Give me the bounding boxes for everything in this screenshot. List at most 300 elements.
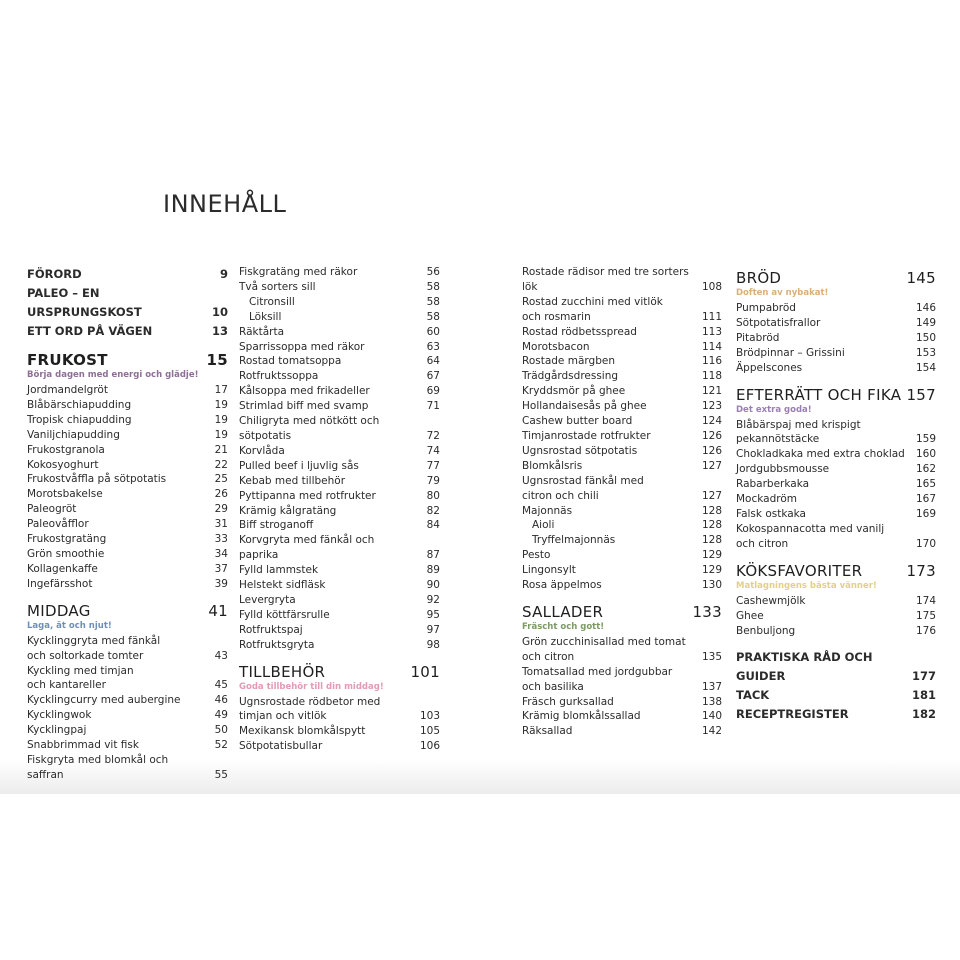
entry-title: Mexikansk blomkålspytt (239, 725, 366, 738)
entry-page: 39 (214, 577, 228, 590)
section-heading[interactable] (27, 602, 228, 620)
section-title: KÖKSFAVORITER (736, 561, 863, 580)
entry-page: 135 (701, 650, 722, 663)
entry-page: 67 (426, 370, 440, 383)
toc-entry[interactable] (736, 594, 936, 609)
entry-page: 19 (214, 413, 228, 426)
entry-page: 19 (214, 398, 228, 411)
section-page: 15 (206, 351, 228, 369)
toc-entry[interactable] (239, 310, 440, 325)
toc-entry[interactable] (27, 413, 228, 428)
entry-page: 142 (701, 725, 722, 738)
toc-entry[interactable] (239, 354, 440, 369)
toc-entry[interactable] (736, 301, 936, 316)
entry-page: 46 (214, 694, 228, 707)
entry-page: 22 (214, 458, 228, 471)
entry-page: 71 (426, 400, 440, 413)
entry-title: Helstekt sidfläsk (239, 579, 326, 592)
toc-entry[interactable] (736, 331, 936, 346)
entry-page: 37 (214, 562, 228, 575)
entry-page: 108 (701, 280, 722, 293)
toc-entry[interactable] (522, 504, 722, 519)
toc-entry[interactable] (522, 265, 722, 295)
toc-entry[interactable] (736, 492, 936, 507)
entry-page: 159 (915, 433, 936, 446)
toc-major-entry[interactable] (27, 265, 228, 284)
toc-entry[interactable] (522, 444, 722, 459)
toc-column-2 (239, 265, 440, 754)
entry-page: 169 (915, 507, 936, 520)
toc-entry[interactable] (239, 295, 440, 310)
toc-column-4 (736, 265, 936, 724)
toc-entry[interactable] (27, 532, 228, 547)
entry-page: 17 (214, 384, 228, 396)
entry-title: Krämig blomkålssallad (522, 710, 641, 723)
entry-page: 58 (426, 280, 440, 293)
entry-title: PRAKTISKA RÅD OCH GUIDER (736, 650, 873, 684)
entry-title: Grön smoothie (27, 547, 105, 560)
entry-page: 103 (419, 710, 440, 723)
toc-entry[interactable] (27, 428, 228, 443)
entry-title: Trädgårdsdressing (522, 370, 619, 383)
entry-title: Sötpotatisbullar (239, 740, 323, 753)
entry-title: Benbuljong (736, 624, 796, 637)
entry-title: Biff stroganoff (239, 519, 314, 532)
section-subtitle: Goda tillbehör till din middag! (239, 681, 384, 692)
toc-entry[interactable] (736, 316, 936, 331)
entry-title: Citronsill (249, 295, 295, 308)
entry-page: 126 (701, 444, 722, 457)
section-page: 173 (906, 561, 936, 580)
entry-page: 123 (701, 400, 722, 413)
entry-title: Räktårta (239, 325, 284, 338)
entry-page: 105 (419, 725, 440, 738)
entry-title: Paleogröt (27, 503, 77, 516)
entry-page: 160 (915, 448, 936, 461)
entry-page: 49 (214, 709, 228, 722)
entry-page: 116 (701, 355, 722, 368)
entry-page: 130 (701, 579, 722, 592)
entry-title: Rotfruktsgryta (239, 638, 315, 651)
toc-section (736, 269, 936, 376)
entry-page: 165 (915, 478, 936, 491)
entry-title: Grön zucchinisallad med tomat och citron (522, 635, 686, 663)
entry-page: 111 (701, 310, 722, 323)
entry-title: Fiskgratäng med räkor (239, 266, 358, 278)
entry-title: TACK (736, 688, 770, 703)
toc-entry[interactable] (239, 325, 440, 340)
toc-entry[interactable] (239, 623, 440, 638)
toc-entry[interactable] (27, 502, 228, 517)
entry-page: 63 (426, 340, 440, 353)
toc-entry[interactable] (239, 414, 440, 444)
toc-entry[interactable] (522, 295, 722, 325)
entry-title: Fylld lammstek (239, 564, 319, 577)
entry-page: 177 (912, 669, 937, 684)
entry-title: Pumpabröd (736, 302, 796, 314)
entry-title: Fräsch gurksallad (522, 695, 614, 708)
entry-page: 146 (915, 302, 936, 314)
entry-page: 26 (214, 488, 228, 501)
entry-page: 106 (419, 740, 440, 753)
toc-entry[interactable] (27, 383, 228, 398)
entry-title: Fylld köttfärsrulle (239, 608, 330, 621)
entry-title: Cashew butter board (522, 415, 633, 428)
toc-entry[interactable] (522, 665, 722, 695)
entry-title: Majonnäs (522, 504, 573, 517)
toc-entry[interactable] (522, 399, 722, 414)
toc-major-entry[interactable] (736, 686, 936, 705)
entry-title: Krämig kålgratäng (239, 504, 337, 517)
section-subtitle: Matlagningens bästa vänner! (736, 580, 877, 591)
section-title: FRUKOST (27, 351, 108, 369)
toc-entry[interactable] (27, 562, 228, 577)
entry-title: FÖRORD (27, 267, 82, 281)
section-heading[interactable] (736, 269, 936, 287)
toc-entry[interactable] (239, 563, 440, 578)
toc-entry[interactable] (239, 578, 440, 593)
toc-entry[interactable] (239, 504, 440, 519)
entry-page: 10 (211, 305, 228, 319)
toc-entry[interactable] (239, 593, 440, 608)
entry-page: 181 (911, 688, 936, 703)
entry-title: Vaniljchiapudding (27, 428, 120, 441)
toc-entry[interactable] (736, 346, 936, 361)
entry-page: 114 (701, 340, 722, 353)
toc-entry[interactable] (522, 429, 722, 444)
toc-entry[interactable] (522, 354, 722, 369)
entry-title: Löksill (249, 310, 282, 323)
entry-title: Rotfruktspaj (239, 623, 303, 636)
entry-page: 126 (701, 429, 722, 442)
entry-page: 13 (211, 324, 228, 338)
toc-entry[interactable] (239, 695, 440, 725)
entry-page: 98 (426, 638, 440, 651)
toc-entry[interactable] (522, 578, 722, 593)
toc-section (239, 663, 440, 755)
entry-page: 97 (426, 623, 440, 636)
entry-title: Strimlad biff med svamp (239, 400, 369, 413)
entry-page: 50 (214, 724, 228, 737)
entry-page: 128 (701, 504, 722, 517)
entry-page: 113 (701, 325, 722, 338)
entry-page: 138 (701, 695, 722, 708)
entry-title: Chiligryta med nötkött och sötpotatis (239, 415, 380, 442)
section-title: BRÖD (736, 269, 782, 287)
entry-page: 170 (915, 537, 936, 550)
entry-title: Ugnsrostad sötpotatis (522, 444, 638, 457)
entry-title: Kycklingpaj (27, 724, 87, 737)
entry-page: 55 (214, 768, 228, 781)
entry-title: Lingonsylt (522, 564, 576, 577)
toc-column-3 (522, 265, 722, 739)
section-title: EFTERRÄTT OCH FIKA (736, 385, 902, 404)
entry-title: Korvlåda (239, 444, 285, 457)
entry-title: Tropisk chiapudding (27, 413, 132, 426)
entry-title: Korvgryta med fänkål och paprika (239, 534, 375, 562)
toc-entry[interactable] (522, 459, 722, 474)
section-title: TILLBEHÖR (239, 662, 326, 681)
section-subtitle: Doften av nybakat! (736, 288, 829, 298)
entry-title: Äppelscones (736, 361, 803, 374)
toc-entry[interactable] (736, 609, 936, 624)
entry-title: Rostade rädisor med tre sorters lök (522, 266, 689, 293)
entry-page: 127 (701, 489, 722, 502)
toc-entry[interactable] (239, 533, 440, 563)
toc-entry[interactable] (522, 369, 722, 384)
entry-title: Sparrissoppa med räkor (239, 340, 365, 353)
section-heading[interactable] (27, 351, 228, 369)
entry-title: Chokladkaka med extra choklad (736, 448, 905, 461)
entry-page: 121 (701, 385, 722, 398)
section-heading[interactable] (239, 663, 440, 681)
toc-section (522, 603, 722, 739)
toc-entry[interactable] (522, 724, 722, 739)
entry-page: 90 (426, 579, 440, 592)
toc-entry[interactable] (27, 458, 228, 473)
entry-title: Pyttipanna med rotfrukter (239, 489, 376, 502)
toc-entry[interactable] (522, 414, 722, 429)
toc-entry[interactable] (736, 418, 936, 448)
toc-major-entry[interactable] (736, 648, 936, 686)
entry-title: Kycklingwok (27, 709, 92, 722)
toc-column-1 (27, 265, 228, 783)
entry-title: Morotsbakelse (27, 488, 103, 501)
entry-title: Rostade märgben (522, 355, 615, 368)
entry-title: Kycklingcurry med aubergine (27, 694, 181, 707)
entry-page: 129 (701, 564, 722, 577)
entry-page: 92 (426, 593, 440, 606)
toc-entry[interactable] (239, 369, 440, 384)
entry-page: 79 (426, 474, 440, 487)
entry-page: 154 (915, 361, 936, 374)
entry-page: 167 (915, 493, 936, 506)
entry-page: 64 (426, 355, 440, 368)
entry-page: 33 (214, 533, 228, 546)
entry-page: 129 (701, 549, 722, 562)
toc-entry[interactable] (239, 265, 440, 280)
toc-entry[interactable] (239, 399, 440, 414)
entry-title: Sötpotatisfrallor (736, 316, 821, 329)
toc-entry[interactable] (239, 459, 440, 474)
toc-entry[interactable] (239, 739, 440, 754)
entry-title: Hollandaisesås på ghee (522, 400, 647, 413)
section-page: 133 (692, 602, 722, 621)
toc-entry[interactable] (27, 738, 228, 753)
toc-entry[interactable] (522, 563, 722, 578)
entry-page: 21 (214, 443, 228, 456)
entry-title: Pulled beef i ljuvlig sås (239, 459, 359, 472)
entry-page: 19 (214, 428, 228, 441)
toc-entry[interactable] (239, 280, 440, 295)
toc-entry[interactable] (239, 474, 440, 489)
toc-entry[interactable] (736, 361, 936, 376)
entry-page: 127 (701, 459, 722, 472)
entry-page: 25 (214, 473, 228, 486)
toc-entry[interactable] (27, 517, 228, 532)
entry-title: Rosa äppelmos (522, 579, 602, 592)
entry-title: Levergryta (239, 593, 296, 606)
page-title: INNEHÅLL (163, 190, 287, 218)
entry-title: ETT ORD PÅ VÄGEN (27, 324, 153, 338)
entry-title: Kollagenkaffe (27, 562, 98, 575)
entry-page: 34 (214, 547, 228, 560)
entry-page: 153 (915, 346, 936, 359)
entry-title: Frukostgratäng (27, 533, 107, 546)
toc-entry[interactable] (522, 518, 722, 533)
section-page: 41 (208, 601, 228, 620)
entry-title: Kebab med tillbehör (239, 474, 346, 487)
toc-section (27, 602, 228, 783)
entry-page: 56 (426, 266, 440, 278)
entry-page: 128 (701, 534, 722, 547)
entry-title: PALEO – EN URSPRUNGSKOST (27, 286, 142, 319)
toc-entry[interactable] (239, 518, 440, 533)
toc-entry[interactable] (27, 577, 228, 592)
entry-title: Falsk ostkaka (736, 507, 806, 520)
entry-page: 95 (426, 608, 440, 621)
toc-entry[interactable] (522, 709, 722, 724)
entry-title: Ugnsrostad fänkål med citron och chili (522, 474, 644, 502)
toc-entry[interactable] (736, 624, 936, 639)
section-title: SALLADER (522, 602, 604, 621)
entry-title: Räksallad (522, 725, 573, 738)
toc-entry[interactable] (736, 462, 936, 477)
toc-entry[interactable] (522, 695, 722, 710)
toc-entry[interactable] (522, 474, 722, 504)
entry-page: 128 (701, 519, 722, 532)
section-page: 101 (410, 662, 440, 681)
toc-entry[interactable] (522, 325, 722, 340)
entry-page: 89 (426, 564, 440, 577)
toc-major-entry[interactable] (27, 284, 228, 322)
entry-page: 58 (426, 310, 440, 323)
entry-title: Tomatsallad med jordgubbar och basilika (522, 665, 673, 693)
section-heading[interactable] (736, 386, 936, 404)
toc-entry[interactable] (27, 723, 228, 738)
entry-title: Frukostgranola (27, 443, 105, 456)
toc-entry[interactable] (239, 384, 440, 399)
entry-title: Brödpinnar – Grissini (736, 346, 845, 359)
entry-page: 84 (426, 519, 440, 532)
entry-title: Ghee (736, 609, 764, 622)
entry-title: RECEPTREGISTER (736, 707, 849, 722)
entry-title: Cashewmjölk (736, 594, 806, 607)
entry-page: 58 (426, 295, 440, 308)
toc-entry[interactable] (239, 638, 440, 653)
entry-page: 174 (915, 594, 936, 607)
entry-page: 43 (214, 649, 228, 662)
entry-title: Blåbärschiapudding (27, 398, 132, 411)
section-subtitle: Fräscht och gott! (522, 621, 605, 632)
entry-page: 137 (701, 680, 722, 693)
toc-entry[interactable] (736, 447, 936, 462)
entry-page: 182 (911, 707, 936, 722)
entry-page: 52 (214, 739, 228, 752)
toc-entry[interactable] (522, 548, 722, 563)
section-subtitle: Laga, ät och njut! (27, 620, 112, 631)
toc-entry[interactable] (27, 547, 228, 562)
toc-entry[interactable] (736, 477, 936, 492)
entry-title: Mockadröm (736, 493, 797, 506)
entry-title: Rabarberkaka (736, 478, 810, 491)
entry-title: Pitabröd (736, 331, 780, 344)
toc-entry[interactable] (27, 693, 228, 708)
entry-title: Blomkålsris (522, 459, 583, 472)
toc-entry[interactable] (27, 753, 228, 783)
entry-page: 60 (426, 325, 440, 338)
entry-page: 45 (214, 679, 228, 692)
toc-entry[interactable] (522, 533, 722, 548)
entry-page: 80 (426, 489, 440, 502)
entry-page: 77 (426, 459, 440, 472)
toc-entry[interactable] (239, 608, 440, 623)
toc-entry[interactable] (27, 443, 228, 458)
entry-page: 175 (915, 609, 936, 622)
entry-page: 150 (915, 331, 936, 344)
toc-major-entry[interactable] (736, 705, 936, 724)
entry-title: Rostad tomatsoppa (239, 355, 342, 368)
toc-section (27, 351, 228, 592)
entry-page: 31 (214, 518, 228, 531)
toc-entry[interactable] (27, 634, 228, 664)
toc-section (736, 386, 936, 552)
entry-title: Aioli (532, 519, 555, 532)
section-subtitle: Det extra goda! (736, 404, 812, 415)
entry-title: Kyckling med timjan och kantareller (27, 664, 134, 692)
entry-title: Kryddsmör på ghee (522, 385, 626, 398)
entry-title: Kokospannacotta med vanilj och citron (736, 522, 885, 550)
entry-title: Kokosyoghurt (27, 458, 99, 471)
entry-title: Två sorters sill (239, 280, 316, 293)
toc-entry[interactable] (736, 522, 936, 552)
toc-entry[interactable] (522, 384, 722, 399)
entry-page: 87 (426, 549, 440, 562)
toc-entry[interactable] (522, 340, 722, 355)
entry-title: Jordgubbsmousse (736, 463, 830, 476)
entry-title: Frukostvåffla på sötpotatis (27, 473, 167, 486)
section-heading[interactable] (522, 603, 722, 621)
entry-page: 9 (219, 267, 228, 281)
toc-major-entry[interactable] (27, 322, 228, 341)
toc-entry[interactable] (239, 444, 440, 459)
entry-title: Tryffelmajonnäs (532, 534, 616, 547)
entry-page: 69 (426, 385, 440, 398)
entry-title: Timjanrostade rotfrukter (522, 429, 651, 442)
section-heading[interactable] (736, 562, 936, 580)
entry-title: Snabbrimmad vit fisk (27, 739, 139, 752)
toc-entry[interactable] (27, 472, 228, 487)
entry-title: Fiskgryta med blomkål och saffran (27, 753, 169, 781)
entry-title: Ugnsrostade rödbetor med timjan och vitlök (239, 695, 381, 723)
entry-title: Kycklinggryta med fänkål och soltorkade tomter (27, 634, 161, 662)
entry-page: 74 (426, 444, 440, 457)
toc-entry[interactable] (239, 340, 440, 355)
toc-entry[interactable] (239, 489, 440, 504)
entry-title: Rostad rödbetsspread (522, 325, 637, 338)
toc-entry[interactable] (522, 635, 722, 665)
entry-page: 140 (701, 710, 722, 723)
toc-entry[interactable] (27, 664, 228, 694)
entry-page: 162 (915, 463, 936, 476)
toc-entry[interactable] (239, 724, 440, 739)
entry-page: 82 (426, 504, 440, 517)
entry-title: Rostad zucchini med vitlök och rosmarin (522, 295, 663, 323)
toc-entry[interactable] (27, 708, 228, 723)
toc-entry[interactable] (27, 487, 228, 502)
toc-entry[interactable] (736, 507, 936, 522)
toc-entry[interactable] (27, 398, 228, 413)
